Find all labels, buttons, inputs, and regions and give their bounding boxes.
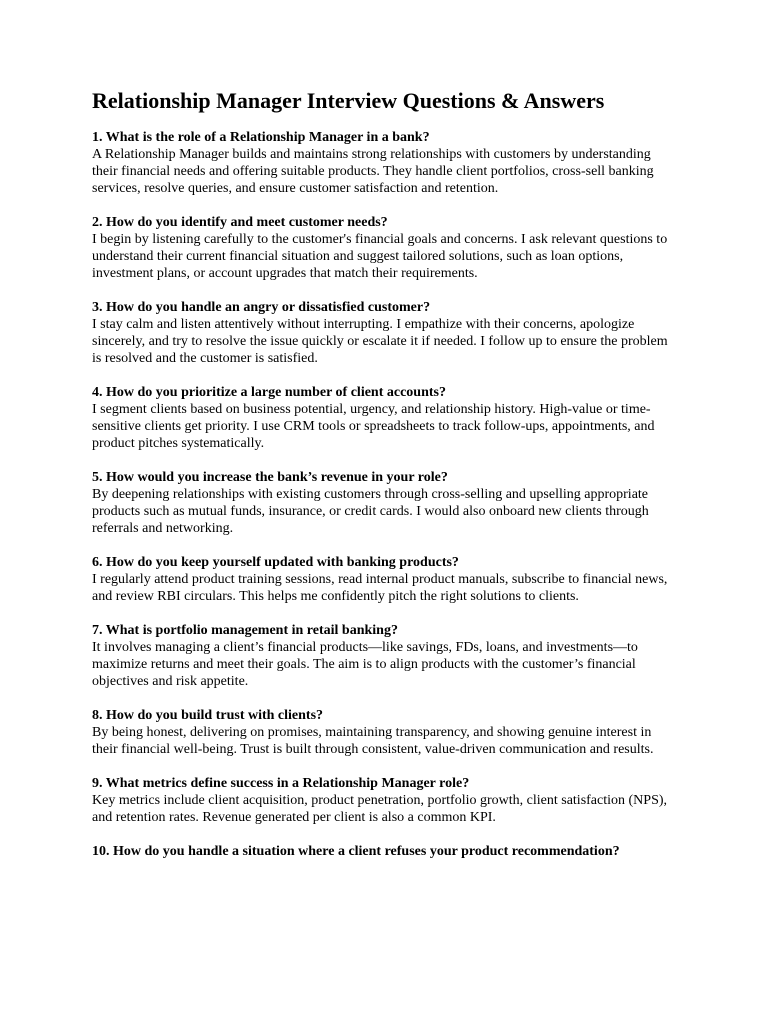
question-text: 3. How do you handle an angry or dissatisfied customer? bbox=[92, 300, 431, 315]
question-text: 9. What metrics define success in a Relationship Manager role? bbox=[92, 776, 470, 791]
answer-text: I begin by listening carefully to the customer's financial goals and concerns. I ask relevant questions to understand their current financial situation and suggest tailored solutions, such as loan options, investment plans, or account upgrades that match their requirements. bbox=[92, 232, 668, 281]
answer-text: Key metrics include client acquisition, product penetration, portfolio growth, client satisfaction (NPS), and retention rates. Revenue generated per client is also a common KPI. bbox=[92, 793, 668, 825]
qa-item-3 bbox=[92, 299, 676, 367]
question-text: 7. What is portfolio management in retail banking? bbox=[92, 623, 398, 638]
question-text: 4. How do you prioritize a large number of client accounts? bbox=[92, 385, 446, 400]
answer-text: A Relationship Manager builds and maintains strong relationships with customers by understanding their financial needs and offering suitable products. They handle client portfolios, cross-sell banking services, resolve queries, and ensure customer satisfaction and retention. bbox=[92, 147, 654, 196]
qa-item-4 bbox=[92, 384, 676, 452]
qa-item-8 bbox=[92, 707, 676, 758]
question-text: 6. How do you keep yourself updated with banking products? bbox=[92, 555, 459, 570]
qa-item-2 bbox=[92, 214, 676, 282]
qa-item-5 bbox=[92, 469, 676, 537]
question-text: 8. How do you build trust with clients? bbox=[92, 708, 324, 723]
question-text: 1. What is the role of a Relationship Manager in a bank? bbox=[92, 130, 430, 145]
qa-item-7 bbox=[92, 622, 676, 690]
answer-text: By being honest, delivering on promises, maintaining transparency, and showing genuine interest in their financial well-being. Trust is built through consistent, value-driven communication and results. bbox=[92, 725, 654, 757]
question-text: 10. How do you handle a situation where a client refuses your product recommendation? bbox=[92, 844, 620, 859]
qa-item-6 bbox=[92, 554, 676, 605]
question-text: 2. How do you identify and meet customer needs? bbox=[92, 215, 388, 230]
qa-item-10 bbox=[92, 843, 676, 860]
qa-item-1 bbox=[92, 129, 676, 197]
document-page bbox=[92, 86, 676, 877]
document-title: Relationship Manager Interview Questions & Answers bbox=[92, 88, 605, 113]
answer-text: I regularly attend product training sessions, read internal product manuals, subscribe to financial news, and review RBI circulars. This helps me confidently pitch the right solutions to clients. bbox=[92, 572, 668, 604]
qa-item-9 bbox=[92, 775, 676, 826]
question-text: 5. How would you increase the bank’s revenue in your role? bbox=[92, 470, 448, 485]
answer-text: I stay calm and listen attentively without interrupting. I empathize with their concerns, apologize sincerely, and try to resolve the issue quickly or escalate it if needed. I follow up to ensure the problem is resolved and the customer is satisfied. bbox=[92, 317, 668, 366]
answer-text: By deepening relationships with existing customers through cross-selling and upselling appropriate products such as mutual funds, insurance, or credit cards. I would also onboard new clients through referrals and networking. bbox=[92, 487, 649, 536]
answer-text: It involves managing a client’s financial products—like savings, FDs, loans, and investments—to maximize returns and meet their goals. The aim is to align products with the customer’s financial objectives and risk appetite. bbox=[92, 640, 638, 689]
answer-text: I segment clients based on business potential, urgency, and relationship history. High-value or time-sensitive clients get priority. I use CRM tools or spreadsheets to track follow-ups, appointments, and product pitches systematically. bbox=[92, 402, 655, 451]
